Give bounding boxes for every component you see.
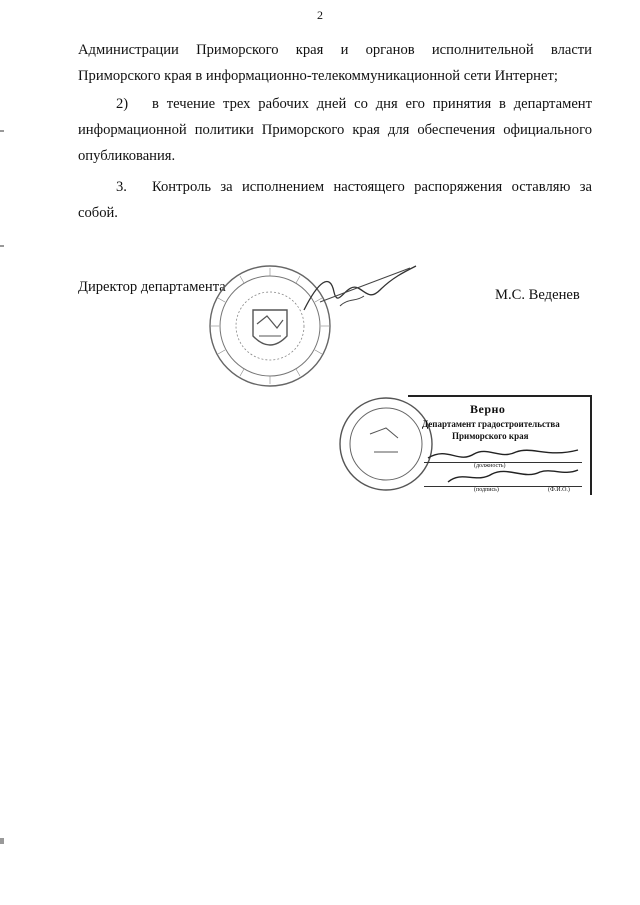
- scan-edge-mark: [0, 130, 4, 132]
- paragraph-3-number: 3.: [116, 179, 127, 195]
- paragraph-1-text: Администрации Приморского края и органов исполнительной власти Приморского края в информационно-телекоммуникационной сети Интернет;: [78, 42, 592, 84]
- paragraph-2-number: 2): [116, 96, 129, 112]
- stamp-organization-line-2: Приморского края: [452, 431, 529, 441]
- stamp-signature-caption: (подпись): [474, 487, 499, 493]
- page-number: 2: [317, 8, 323, 22]
- paragraph-3: [78, 174, 592, 226]
- signature-icon: [300, 262, 420, 322]
- signatory-position: Директор департамента: [78, 279, 226, 295]
- stamp-organization-line-1: Департамент градостроительства: [422, 419, 560, 429]
- stamp-title: Верно: [470, 402, 506, 416]
- scan-edge-mark: [0, 245, 4, 247]
- handwritten-entry-icon: [418, 440, 588, 490]
- paragraph-2-body: [78, 91, 592, 169]
- stamp-date-caption: (Ф.И.О.): [548, 487, 570, 493]
- paragraph-3-body: [78, 174, 592, 226]
- paragraph-1: [78, 37, 592, 89]
- stamp-role-caption: (должность): [474, 463, 506, 469]
- paragraph-2-text: в течение трех рабочих дней со дня его принятия в департамент информационной политики Приморского края для обеспечения официального опубликования.: [78, 96, 592, 164]
- signatory-name: М.С. Веденев: [495, 287, 580, 303]
- paragraph-2: [78, 91, 592, 169]
- paragraph-3-text: Контроль за исполнением настоящего распоряжения оставляю за собой.: [78, 179, 592, 221]
- scan-edge-mark: [0, 838, 4, 844]
